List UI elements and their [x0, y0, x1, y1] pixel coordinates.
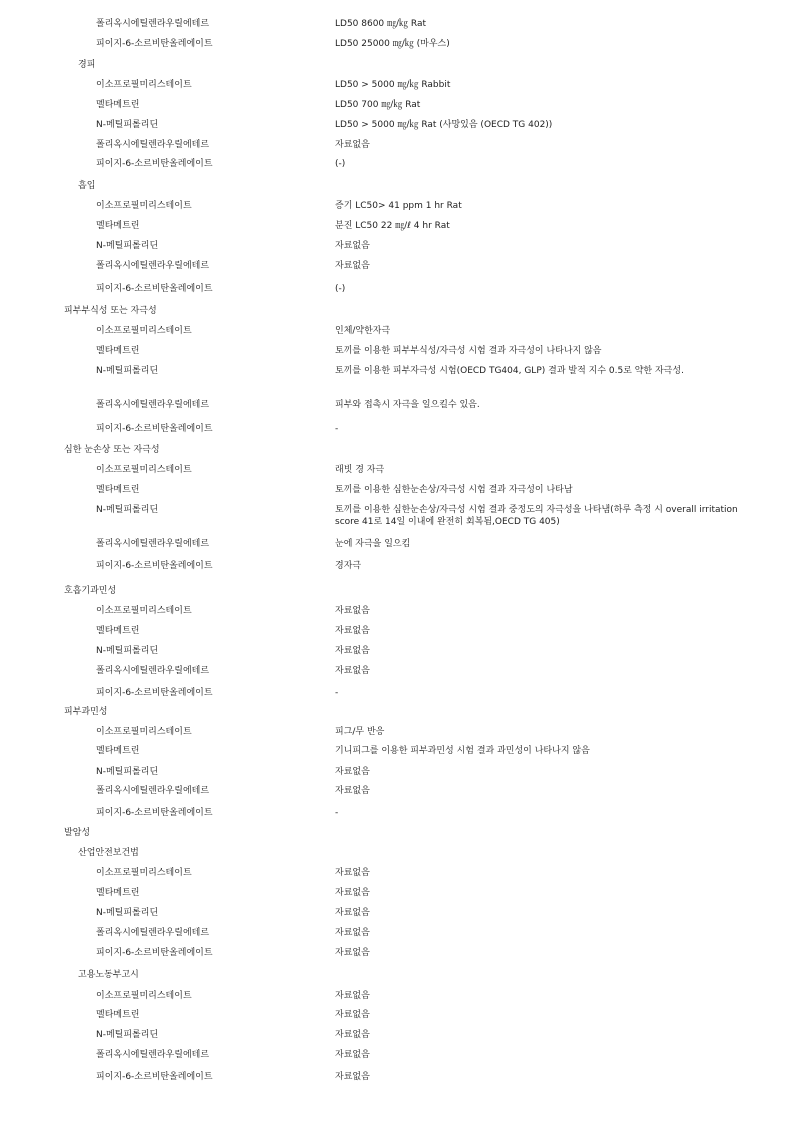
substance-value: 자료없음	[335, 1010, 370, 1020]
substance-name: 이소프로필미리스테이트	[96, 80, 192, 90]
substance-name: N-메틸피롤리딘	[96, 646, 159, 656]
subsection-label: 고용노동부고시	[78, 970, 139, 980]
section-label: 발암성	[64, 828, 91, 838]
substance-value: -	[335, 424, 339, 434]
section-label: 호흡기과민성	[64, 586, 117, 596]
substance-name: 이소프로필미리스테이트	[96, 727, 192, 737]
substance-name: 피이지-6-소르비탄올레에이트	[96, 284, 213, 294]
substance-name: N-메틸피롤리딘	[96, 767, 159, 777]
substance-value: 눈에 자극을 일으킴	[335, 539, 411, 549]
substance-value: 자료없음	[335, 868, 370, 878]
substance-value: 자료없음	[335, 241, 370, 251]
substance-name: 폴리옥시에틸렌라우릴에테르	[96, 400, 210, 410]
substance-name: 이소프로필미리스테이트	[96, 326, 192, 336]
substance-name: 피이지-6-소르비탄올레에이트	[96, 1072, 213, 1082]
substance-value: 인체/약한자극	[335, 326, 391, 336]
substance-value: 자료없음	[335, 908, 370, 918]
substance-value: 토끼를 이용한 피부부식성/자극성 시험 결과 자극성이 나타나지 않음	[335, 346, 602, 356]
substance-name: 멜타메트린	[96, 888, 140, 898]
substance-value: 자료없음	[335, 1050, 370, 1060]
substance-name: 멜타메트린	[96, 346, 140, 356]
substance-value: 자료없음	[335, 991, 370, 1001]
substance-value: LD50 25000 ㎎/㎏ (마우스)	[335, 39, 450, 49]
substance-name: 피이지-6-소르비탄올레에이트	[96, 39, 213, 49]
substance-name: 멜타메트린	[96, 1010, 140, 1020]
substance-name: N-메틸피롤리딘	[96, 505, 159, 515]
substance-value: LD50 > 5000 ㎎/㎏ Rabbit	[335, 80, 451, 90]
substance-name: 폴리옥시에틸렌라우릴에테르	[96, 1050, 210, 1060]
substance-value: 자료없음	[335, 666, 370, 676]
substance-name: 폴리옥시에틸렌라우릴에테르	[96, 786, 210, 796]
substance-name: N-메틸피롤리딘	[96, 1030, 159, 1040]
substance-name: 폴리옥시에틸렌라우릴에테르	[96, 666, 210, 676]
substance-name: 피이지-6-소르비탄올레에이트	[96, 424, 213, 434]
substance-name: 이소프로필미리스테이트	[96, 868, 192, 878]
section-label: 심한 눈손상 또는 자극성	[64, 445, 160, 455]
substance-value: (-)	[335, 284, 346, 294]
substance-name: 멜타메트린	[96, 485, 140, 495]
substance-value: 자료없음	[335, 140, 370, 150]
substance-name: 폴리옥시에틸렌라우릴에테르	[96, 261, 210, 271]
substance-name: 이소프로필미리스테이트	[96, 465, 192, 475]
substance-value: 자료없음	[335, 646, 370, 656]
substance-value: 자료없음	[335, 261, 370, 271]
substance-name: 피이지-6-소르비탄올레에이트	[96, 159, 213, 169]
substance-value: 자료없음	[335, 948, 370, 958]
substance-name: N-메틸피롤리딘	[96, 908, 159, 918]
substance-name: 피이지-6-소르비탄올레에이트	[96, 688, 213, 698]
substance-name: 이소프로필미리스테이트	[96, 201, 192, 211]
substance-value: LD50 700 ㎎/㎏ Rat	[335, 100, 421, 110]
substance-value: 래빗 경 자극	[335, 465, 385, 475]
substance-value: 자료없음	[335, 1030, 370, 1040]
substance-name: N-메틸피롤리딘	[96, 366, 159, 376]
substance-value: 경자극	[335, 561, 362, 571]
substance-name: N-메틸피롤리딘	[96, 120, 159, 130]
substance-value: 자료없음	[335, 888, 370, 898]
substance-value: -	[335, 688, 339, 698]
substance-value: LD50 8600 ㎎/㎏ Rat	[335, 19, 427, 29]
substance-name: 멜타메트린	[96, 221, 140, 231]
substance-value: -	[335, 808, 339, 818]
substance-value: 분진 LC50 22 ㎎/ℓ 4 hr Rat	[335, 221, 450, 231]
substance-name: 피이지-6-소르비탄올레에이트	[96, 561, 213, 571]
section-label: 피부과민성	[64, 707, 108, 717]
substance-name: 멜타메트린	[96, 100, 140, 110]
substance-name: 폴리옥시에틸렌라우릴에테르	[96, 140, 210, 150]
section-label: 피부부식성 또는 자극성	[64, 306, 157, 316]
substance-value: 기니피그를 이용한 피부과민성 시험 결과 과민성이 나타나지 않음	[335, 746, 590, 756]
substance-value: 자료없음	[335, 626, 370, 636]
substance-name: 멜타메트린	[96, 746, 140, 756]
subsection-label: 산업안전보건법	[78, 848, 139, 858]
substance-value: (-)	[335, 159, 346, 169]
substance-value: 자료없음	[335, 767, 370, 777]
substance-name: N-메틸피롤리딘	[96, 241, 159, 251]
subsection-label: 흡입	[78, 181, 96, 191]
substance-value: 자료없음	[335, 606, 370, 616]
substance-name: 폴리옥시에틸렌라우릴에테르	[96, 19, 210, 29]
substance-value: 자료없음	[335, 786, 370, 796]
substance-name: 피이지-6-소르비탄올레에이트	[96, 948, 213, 958]
substance-value: 자료없음	[335, 1072, 370, 1082]
substance-value: 토끼를 이용한 심한눈손상/자극성 시험 결과 자극성이 나타남	[335, 485, 573, 495]
substance-value: 피부와 접촉시 자극을 일으킬수 있음.	[335, 400, 480, 410]
substance-name: 폴리옥시에틸렌라우릴에테르	[96, 539, 210, 549]
substance-value: 증기 LC50> 41 ppm 1 hr Rat	[335, 201, 462, 211]
substance-value: 토끼를 이용한 심한눈손상/자극성 시험 결과 중정도의 자극성을 나타냄(하루 측정 시 overall irritation score 41로 14일 이내에 완전히 회복됨,OECD TG 405)	[335, 505, 738, 527]
substance-name: 이소프로필미리스테이트	[96, 606, 192, 616]
substance-name: 피이지-6-소르비탄올레에이트	[96, 808, 213, 818]
substance-value: 자료없음	[335, 928, 370, 938]
substance-name: 멜타메트린	[96, 626, 140, 636]
substance-value: 피그/무 반응	[335, 727, 385, 737]
substance-name: 폴리옥시에틸렌라우릴에테르	[96, 928, 210, 938]
substance-value: LD50 > 5000 ㎎/㎏ Rat (사망있음 (OECD TG 402))	[335, 120, 553, 130]
substance-name: 이소프로필미리스테이트	[96, 991, 192, 1001]
subsection-label: 경피	[78, 60, 96, 70]
substance-value: 토끼를 이용한 피부자극성 시험(OECD TG404, GLP) 결과 발적 지수 0.5로 약한 자극성.	[335, 366, 684, 376]
